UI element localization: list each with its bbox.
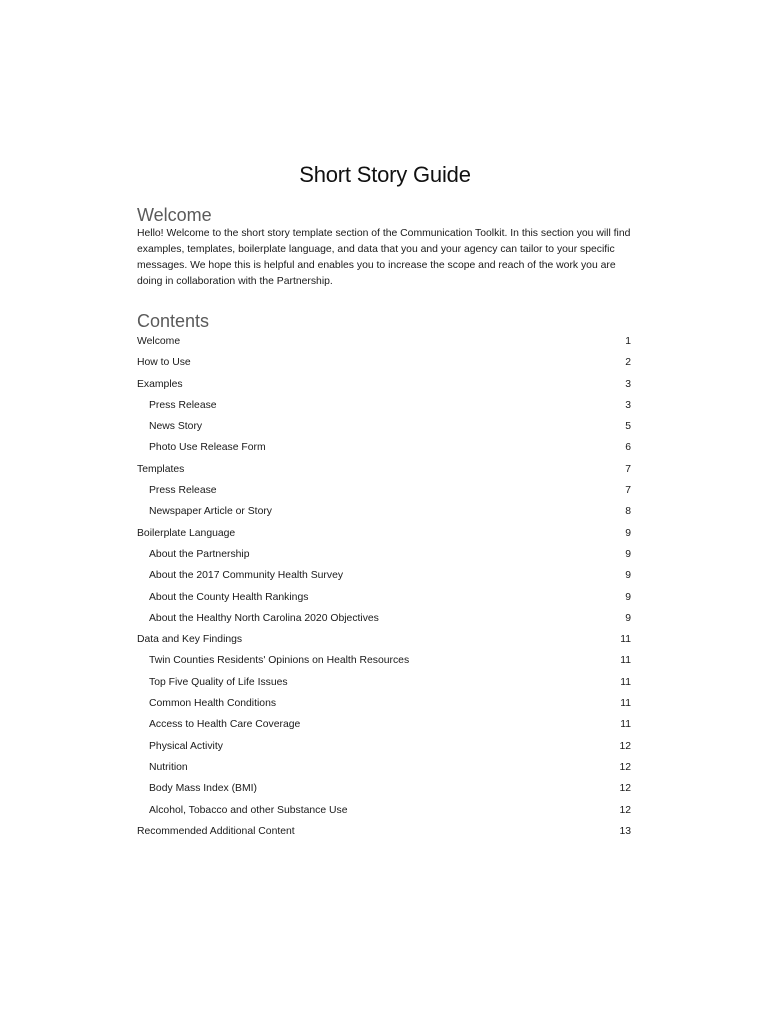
toc-entry-label: Boilerplate Language (137, 527, 236, 539)
toc-entry-label: Nutrition (149, 761, 188, 773)
toc-entry[interactable] (137, 672, 631, 693)
toc-entry-label: Recommended Additional Content (137, 825, 295, 837)
toc-entry-page-number: 11 (620, 719, 631, 731)
toc-entry-page-number: 12 (619, 804, 631, 816)
toc-entry-label: Press Release (149, 485, 217, 497)
welcome-heading: Welcome (137, 205, 212, 225)
toc-entry[interactable] (137, 374, 631, 395)
toc-entry-page-number: 11 (620, 698, 631, 710)
toc-entry-page-number: 12 (619, 783, 631, 795)
toc-entry-label: Newspaper Article or Story (149, 506, 273, 518)
toc-entry-page-number: 1 (625, 336, 631, 347)
toc-entry-page-number: 11 (620, 634, 631, 646)
toc-entry[interactable] (137, 587, 631, 608)
toc-entry[interactable] (137, 352, 631, 373)
toc-entry[interactable] (137, 331, 631, 352)
toc-entry-page-number: 9 (625, 591, 631, 603)
toc-entry-label: How to Use (137, 357, 191, 369)
toc-entry-label: About the Healthy North Carolina 2020 Objectives (149, 612, 379, 624)
toc-entry-label: Common Health Conditions (149, 698, 277, 710)
toc-entry-page-number: 12 (619, 761, 631, 773)
toc-entry-label: Examples (137, 378, 183, 390)
toc-entry[interactable] (137, 650, 631, 671)
toc-entry-label: Data and Key Findings (137, 634, 243, 646)
toc-entry[interactable] (137, 714, 631, 735)
toc-entry-label: Photo Use Release Form (149, 442, 266, 454)
toc-entry-page-number: 8 (625, 506, 631, 518)
toc-entry-page-number: 9 (625, 612, 631, 624)
toc-entry-page-number: 7 (625, 485, 631, 497)
toc-entry-label: Press Release (149, 399, 217, 411)
toc-entry[interactable] (137, 565, 631, 586)
toc-entry-page-number: 2 (625, 357, 631, 369)
toc-entry[interactable] (137, 800, 631, 821)
toc-entry-page-number: 9 (625, 527, 631, 539)
welcome-paragraph: Hello! Welcome to the short story template section of the Communication Toolkit. In this section you will find examples, templates, boilerplate language, and data that you and your agency can tailor to your specific messages. We hope this is helpful and enables you to increase the scope and reach of the work you are doing in collaboration with the Partnership. (137, 228, 631, 287)
toc-entry-label: About the County Health Rankings (149, 591, 309, 603)
toc-entry-label: Access to Health Care Coverage (149, 719, 301, 731)
toc-entry[interactable] (137, 736, 631, 757)
toc-entry[interactable] (137, 437, 631, 458)
toc-entry-label: About the 2017 Community Health Survey (149, 570, 344, 582)
toc-entry[interactable] (137, 395, 631, 416)
toc-entry[interactable] (137, 501, 631, 522)
toc-entry-label: Twin Counties Residents' Opinions on Health Resources (149, 655, 410, 667)
toc-entry[interactable] (137, 523, 631, 544)
toc-entry-label: Top Five Quality of Life Issues (149, 676, 288, 688)
toc-entry-label: News Story (149, 421, 203, 433)
toc-entry[interactable] (137, 416, 631, 437)
toc-entry[interactable] (137, 459, 631, 480)
toc-entry-page-number: 12 (619, 740, 631, 752)
toc-entry-label: Alcohol, Tobacco and other Substance Use (149, 804, 348, 816)
toc-entry-label: Physical Activity (149, 740, 223, 752)
toc-entry-page-number: 11 (620, 676, 631, 688)
toc-entry-page-number: 5 (625, 421, 631, 433)
toc-entry[interactable] (137, 629, 631, 650)
toc-entry-page-number: 9 (625, 570, 631, 582)
document-title: Short Story Guide (299, 162, 471, 187)
table-of-contents (137, 331, 631, 842)
toc-entry-label: Templates (137, 463, 185, 475)
toc-entry-page-number: 11 (620, 655, 631, 667)
toc-entry-page-number: 3 (625, 378, 631, 390)
toc-entry[interactable] (137, 821, 631, 842)
toc-entry-page-number: 13 (619, 825, 631, 837)
toc-entry-page-number: 9 (625, 548, 631, 560)
toc-entry-page-number: 7 (625, 463, 631, 475)
toc-entry[interactable] (137, 544, 631, 565)
toc-entry-page-number: 3 (625, 399, 631, 411)
toc-entry[interactable] (137, 778, 631, 799)
toc-entry[interactable] (137, 480, 631, 501)
toc-entry[interactable] (137, 757, 631, 778)
toc-entry[interactable] (137, 693, 631, 714)
toc-entry-label: About the Partnership (149, 548, 250, 560)
toc-entry-label: Welcome (137, 336, 181, 347)
toc-entry[interactable] (137, 608, 631, 629)
contents-heading: Contents (137, 311, 210, 331)
toc-entry-label: Body Mass Index (BMI) (149, 783, 257, 795)
toc-entry-page-number: 6 (625, 442, 631, 454)
